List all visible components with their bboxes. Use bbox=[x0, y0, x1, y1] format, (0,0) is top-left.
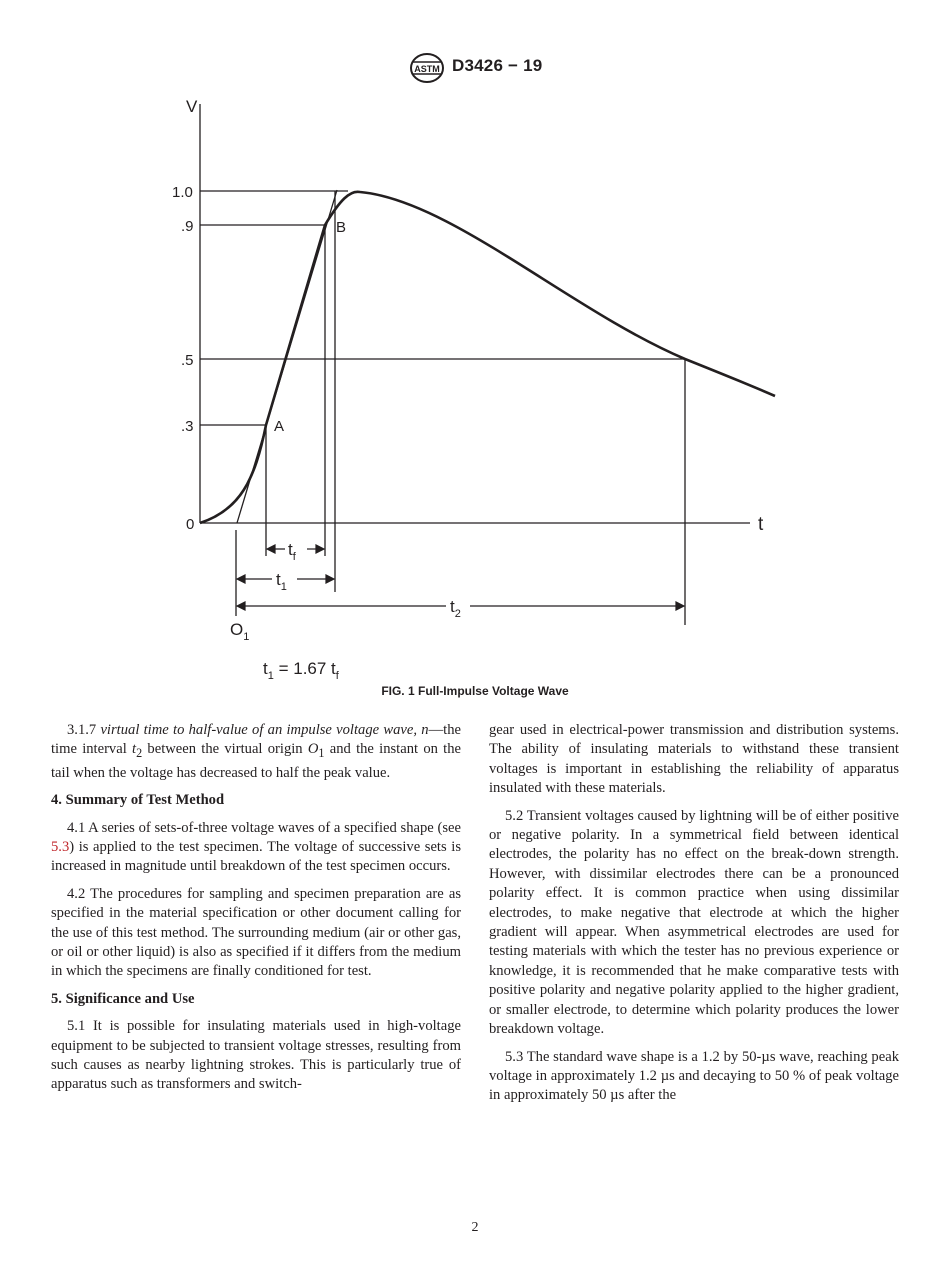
impulse-wave-figure bbox=[150, 90, 810, 690]
t2-label: $t_2$ bbox=[450, 597, 461, 620]
tick-0-9: .9 bbox=[181, 218, 194, 235]
page-header bbox=[0, 52, 950, 84]
figure-caption: FIG. 1 Full-Impulse Voltage Wave bbox=[381, 684, 569, 698]
left-column bbox=[51, 721, 461, 1103]
paragraph-4-2: 4.2 The procedures for sampling and specimen preparation are as specified in the material specification or other document calling for the use of this test method. The surrounding medium (air or other gas, or oil or other liquid) is also as specified if it differs from the medium in which the specimens are finally conditioned for test. bbox=[51, 885, 461, 980]
x-axis-label: t bbox=[758, 514, 764, 535]
section-5-heading: 5. Significance and Use bbox=[51, 990, 195, 1007]
tick-0-5: .5 bbox=[181, 352, 194, 369]
paragraph-5-2: 5.2 Transient voltages caused by lightning will be of either positive or negative polarity. In a symmetrical field between identical electrodes, the polarity has no effect on the break-down strength. However, with dissimilar electrodes there can be a pronounced polarity effect. It is common practice when using dissimilar electrodes, to make negative that electrode at which the higher gradient will appear. When asymmetrical electrodes are used for testing materials with which the tester has no previous experience or knowledge, it is recommended that he make comparative tests with positive polarity and negative polarity applied to the higher gradient, or smaller electrode, to determine which polarity produces the lower breakdown voltage. bbox=[489, 807, 899, 1038]
paragraph-3-1-7: 3.1.7 virtual time to half-value of an impulse voltage wave, n—the time interval $t_2$ between the virtual origin $O_1$ and the instant on the tail when the voltage has decreased to half the peak value. bbox=[51, 722, 461, 781]
paragraph-5-3: 5.3 The standard wave shape is a 1.2 by 50-µs wave, reaching peak voltage in approximately 1.2 µs and decaying to 50 % of peak voltage in approximately 50 µs after the bbox=[489, 1048, 899, 1104]
logo-lettering: ASTM bbox=[414, 64, 440, 74]
astm-logo bbox=[408, 52, 446, 84]
paragraph-4-1: 4.1 A series of sets-of-three voltage waves of a specified shape (see 5.3) is applied to the test specimen. The voltage of successive sets is increased in magnitude until breakdown of the test specimen occurs. bbox=[51, 819, 461, 875]
formula-label: $t_1 = 1.67$ $t_f$ bbox=[263, 659, 339, 682]
y-axis-label: V bbox=[186, 97, 198, 116]
section-4-heading: 4. Summary of Test Method bbox=[51, 792, 225, 809]
tick-0-3: .3 bbox=[181, 418, 194, 435]
point-b-label: B bbox=[336, 219, 347, 236]
origin-label: 0 bbox=[186, 516, 195, 533]
right-column bbox=[489, 721, 899, 1114]
paragraph-5-1: 5.1 It is possible for insulating materials used in high-voltage equipment to be subjected to transient voltage stresses, resulting from such causes as nearby lightning strokes. This is particularly true of apparatus such as transformers and switch- bbox=[51, 1018, 461, 1093]
o1-label: $O_1$ bbox=[230, 620, 250, 643]
paragraph-5-1-continued: gear used in electrical-power transmission and distribution systems. The ability of insulating materials to withstand these transient voltages is important in establishing the reliability of apparatus insulated with these materials. bbox=[489, 722, 899, 797]
t1-label: $t_1$ bbox=[276, 570, 287, 593]
tf-label: $t_f$ bbox=[288, 540, 296, 563]
page-number: 2 bbox=[471, 1220, 479, 1235]
impulse-wave-curve bbox=[200, 192, 775, 523]
document-id: D3426 − 19 bbox=[452, 56, 543, 75]
point-a-label: A bbox=[274, 418, 285, 435]
tick-1-0: 1.0 bbox=[172, 184, 193, 201]
section-5-3-link[interactable]: 5.3 bbox=[51, 838, 70, 855]
impulse-wave-diagram bbox=[150, 90, 810, 690]
